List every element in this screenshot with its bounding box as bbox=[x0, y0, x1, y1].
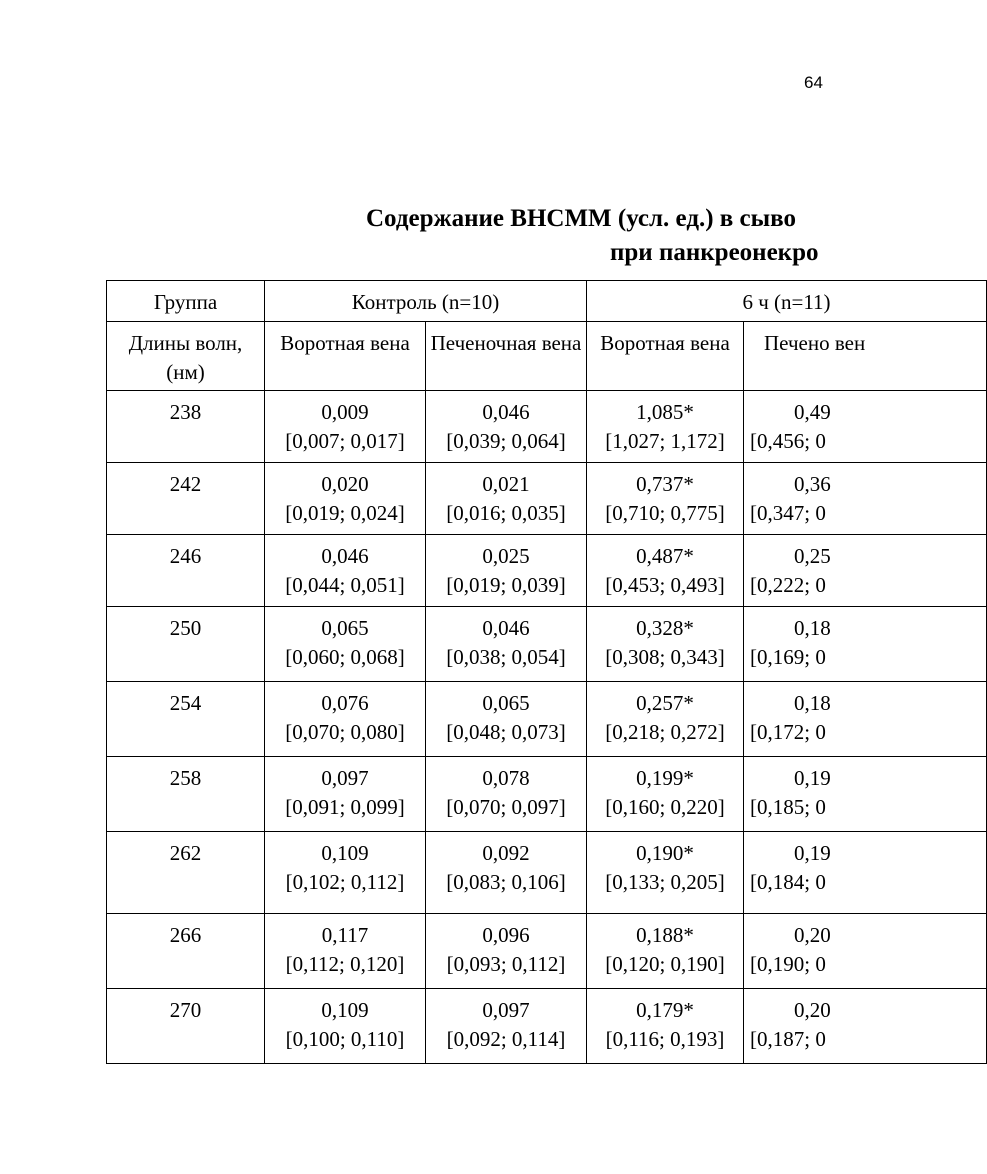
subheader-cell: Печено вен bbox=[744, 322, 987, 391]
wavelength-cell: 242 bbox=[107, 463, 265, 535]
table-row bbox=[107, 914, 987, 989]
value-cell bbox=[744, 914, 987, 989]
median-value: 0,487* bbox=[636, 544, 694, 568]
value-cell bbox=[587, 682, 744, 757]
interquartile-range: [0,160; 0,220] bbox=[605, 795, 725, 819]
value-cell bbox=[426, 535, 587, 607]
title-line-1: Содержание ВНСММ (усл. ед.) в сыво bbox=[366, 205, 796, 232]
value-cell bbox=[744, 463, 987, 535]
median-value: 0,257* bbox=[636, 691, 694, 715]
median-value: 0,065 bbox=[482, 691, 530, 715]
interquartile-range: [0,048; 0,073] bbox=[446, 720, 566, 744]
value-cell bbox=[426, 463, 587, 535]
value-cell bbox=[265, 535, 426, 607]
median-value: 0,046 bbox=[321, 544, 369, 568]
median-value: 0,49 bbox=[794, 400, 831, 424]
median-value: 0,046 bbox=[482, 400, 530, 424]
wavelength-cell: 254 bbox=[107, 682, 265, 757]
value-cell bbox=[744, 682, 987, 757]
value-cell bbox=[265, 391, 426, 463]
interquartile-range: [1,027; 1,172] bbox=[605, 429, 725, 453]
interquartile-range: [0,116; 0,193] bbox=[605, 1027, 725, 1051]
median-value: 0,190* bbox=[636, 841, 694, 865]
wavelength-cell: 270 bbox=[107, 989, 265, 1064]
value-cell bbox=[265, 757, 426, 832]
interquartile-range: [0,172; 0 bbox=[750, 720, 826, 744]
interquartile-range: [0,092; 0,114] bbox=[446, 1027, 566, 1051]
interquartile-range: [0,019; 0,039] bbox=[446, 573, 566, 597]
median-value: 0,18 bbox=[794, 616, 831, 640]
value-cell bbox=[587, 757, 744, 832]
value-cell bbox=[744, 989, 987, 1064]
interquartile-range: [0,070; 0,097] bbox=[446, 795, 566, 819]
median-value: 0,109 bbox=[321, 841, 369, 865]
table-row bbox=[107, 535, 987, 607]
value-cell bbox=[744, 757, 987, 832]
value-cell bbox=[426, 682, 587, 757]
6h-group-header: 6 ч (n=11) bbox=[587, 281, 987, 322]
value-cell bbox=[265, 682, 426, 757]
wavelength-cell: 246 bbox=[107, 535, 265, 607]
interquartile-range: [0,169; 0 bbox=[750, 645, 826, 669]
median-value: 0,20 bbox=[794, 998, 831, 1022]
value-cell bbox=[426, 757, 587, 832]
value-cell bbox=[744, 535, 987, 607]
wavelength-cell: 250 bbox=[107, 607, 265, 682]
interquartile-range: [0,016; 0,035] bbox=[446, 501, 566, 525]
value-cell bbox=[587, 989, 744, 1064]
median-value: 0,096 bbox=[482, 923, 530, 947]
wavelength-cell: 262 bbox=[107, 832, 265, 914]
median-value: 0,078 bbox=[482, 766, 530, 790]
value-cell bbox=[265, 832, 426, 914]
median-value: 0,19 bbox=[794, 841, 831, 865]
interquartile-range: [0,038; 0,054] bbox=[446, 645, 566, 669]
interquartile-range: [0,007; 0,017] bbox=[285, 429, 405, 453]
median-value: 0,20 bbox=[794, 923, 831, 947]
interquartile-range: [0,060; 0,068] bbox=[285, 645, 405, 669]
value-cell bbox=[426, 607, 587, 682]
value-cell bbox=[587, 463, 744, 535]
median-value: 0,19 bbox=[794, 766, 831, 790]
interquartile-range: [0,100; 0,110] bbox=[285, 1027, 405, 1051]
median-value: 0,020 bbox=[321, 472, 369, 496]
median-value: 0,065 bbox=[321, 616, 369, 640]
median-value: 0,046 bbox=[482, 616, 530, 640]
interquartile-range: [0,112; 0,120] bbox=[285, 952, 405, 976]
table-row bbox=[107, 682, 987, 757]
interquartile-range: [0,308; 0,343] bbox=[605, 645, 725, 669]
median-value: 0,009 bbox=[321, 400, 369, 424]
group-header-row bbox=[107, 281, 987, 322]
interquartile-range: [0,091; 0,099] bbox=[285, 795, 405, 819]
value-cell bbox=[265, 914, 426, 989]
interquartile-range: [0,456; 0 bbox=[750, 429, 826, 453]
median-value: 0,097 bbox=[321, 766, 369, 790]
median-value: 0,109 bbox=[321, 998, 369, 1022]
median-value: 0,36 bbox=[794, 472, 831, 496]
value-cell bbox=[265, 607, 426, 682]
value-cell bbox=[587, 535, 744, 607]
value-cell bbox=[265, 989, 426, 1064]
median-value: 0,18 bbox=[794, 691, 831, 715]
title-line-2: при панкреонекро bbox=[610, 239, 819, 266]
interquartile-range: [0,083; 0,106] bbox=[446, 870, 566, 894]
interquartile-range: [0,039; 0,064] bbox=[446, 429, 566, 453]
table-row bbox=[107, 757, 987, 832]
interquartile-range: [0,019; 0,024] bbox=[285, 501, 405, 525]
interquartile-range: [0,184; 0 bbox=[750, 870, 826, 894]
interquartile-range: [0,187; 0 bbox=[750, 1027, 826, 1051]
median-value: 0,076 bbox=[321, 691, 369, 715]
interquartile-range: [0,347; 0 bbox=[750, 501, 826, 525]
median-value: 0,188* bbox=[636, 923, 694, 947]
interquartile-range: [0,453; 0,493] bbox=[605, 573, 725, 597]
table-row bbox=[107, 832, 987, 914]
table-row bbox=[107, 607, 987, 682]
value-cell bbox=[426, 832, 587, 914]
subheader-cell: Воротная вена bbox=[587, 322, 744, 391]
wavelength-cell: 238 bbox=[107, 391, 265, 463]
interquartile-range: [0,093; 0,112] bbox=[446, 952, 566, 976]
value-cell bbox=[587, 391, 744, 463]
median-value: 0,097 bbox=[482, 998, 530, 1022]
wavelength-cell: 266 bbox=[107, 914, 265, 989]
data-table bbox=[106, 280, 987, 1064]
value-cell bbox=[426, 989, 587, 1064]
control-group-header: Контроль (n=10) bbox=[265, 281, 587, 322]
wavelength-cell: 258 bbox=[107, 757, 265, 832]
subheader-row bbox=[107, 322, 987, 391]
value-cell bbox=[744, 391, 987, 463]
median-value: 0,092 bbox=[482, 841, 530, 865]
value-cell bbox=[744, 832, 987, 914]
value-cell bbox=[587, 914, 744, 989]
value-cell bbox=[587, 607, 744, 682]
median-value: 0,021 bbox=[482, 472, 530, 496]
data-table-container bbox=[106, 280, 866, 1070]
interquartile-range: [0,044; 0,051] bbox=[285, 573, 405, 597]
value-cell bbox=[587, 832, 744, 914]
subheader-cell: Воротная вена bbox=[265, 322, 426, 391]
group-label-cell: Группа bbox=[107, 281, 265, 322]
median-value: 0,25 bbox=[794, 544, 831, 568]
interquartile-range: [0,222; 0 bbox=[750, 573, 826, 597]
table-row bbox=[107, 463, 987, 535]
median-value: 0,025 bbox=[482, 544, 530, 568]
table-row bbox=[107, 989, 987, 1064]
interquartile-range: [0,710; 0,775] bbox=[605, 501, 725, 525]
interquartile-range: [0,102; 0,112] bbox=[285, 870, 405, 894]
interquartile-range: [0,185; 0 bbox=[750, 795, 826, 819]
subheader-cell: Печеночная вена bbox=[426, 322, 587, 391]
median-value: 0,328* bbox=[636, 616, 694, 640]
interquartile-range: [0,120; 0,190] bbox=[605, 952, 725, 976]
median-value: 0,737* bbox=[636, 472, 694, 496]
value-cell bbox=[426, 391, 587, 463]
median-value: 0,117 bbox=[321, 923, 369, 947]
median-value: 1,085* bbox=[636, 400, 694, 424]
interquartile-range: [0,133; 0,205] bbox=[605, 870, 725, 894]
value-cell bbox=[265, 463, 426, 535]
wavelength-label-cell: Длины волн, (нм) bbox=[107, 322, 265, 391]
page-number: 64 bbox=[804, 73, 823, 92]
interquartile-range: [0,190; 0 bbox=[750, 952, 826, 976]
table-row bbox=[107, 391, 987, 463]
median-value: 0,179* bbox=[636, 998, 694, 1022]
value-cell bbox=[744, 607, 987, 682]
table-title bbox=[366, 202, 819, 266]
interquartile-range: [0,218; 0,272] bbox=[605, 720, 725, 744]
value-cell bbox=[426, 914, 587, 989]
median-value: 0,199* bbox=[636, 766, 694, 790]
interquartile-range: [0,070; 0,080] bbox=[285, 720, 405, 744]
